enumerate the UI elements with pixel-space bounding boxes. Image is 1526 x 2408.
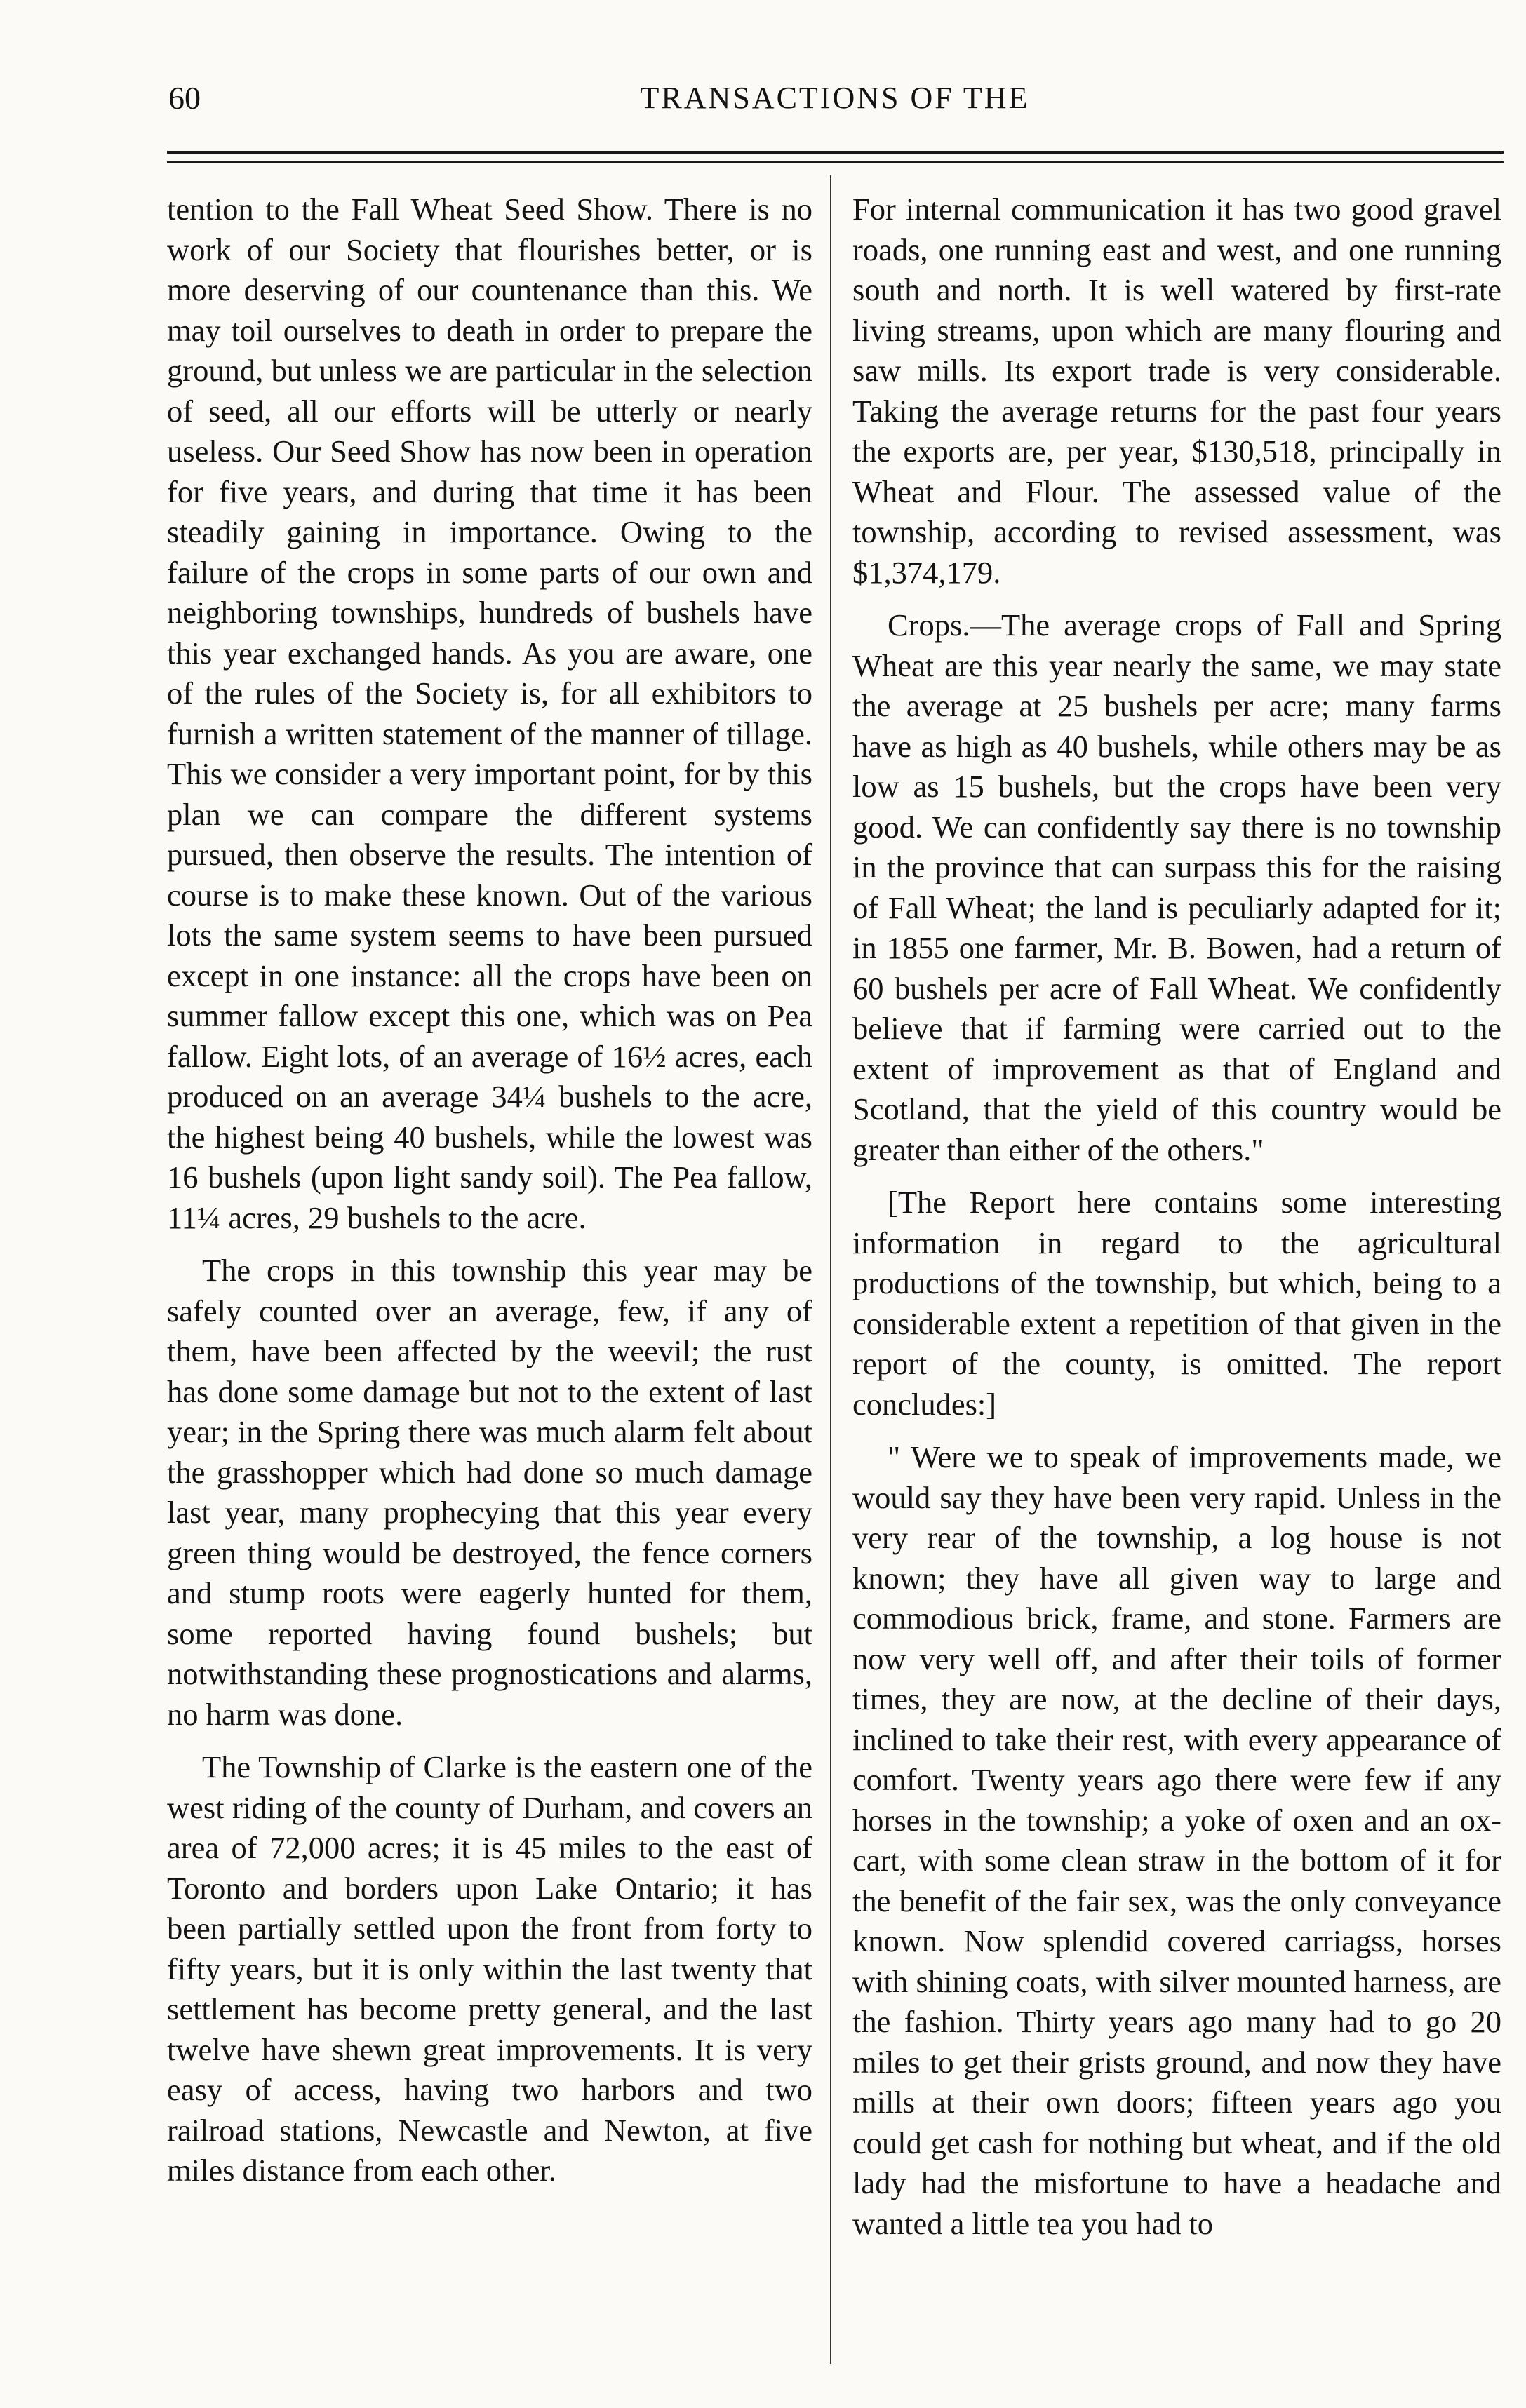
- paragraph-crops-section: Crops.—The average crops of Fall and Spring Wheat are this year nearly the same, we may state the average at 25 bushels per acre; many farms have as high as 40 bushels, while others may be as low as 15 bushels, but the crops have been very good. We can confidently say there is no township in the province that can surpass this for the raising of Fall Wheat; the land is peculiarly adapted for it; in 1855 one farmer, Mr. B. Bowen, had a return of 60 bushels per acre of Fall Wheat. We confidently believe that if farming were carried out to the extent of improvement as that of England and Scotland, that the yield of this country would be greater than either of the others.": [852, 607, 1501, 1167]
- header-rule-thick: [167, 151, 1504, 154]
- paragraph-crops-this-year: The crops in this township this year may be safely counted over an average, few, if any of them, have been affected by the weevil; the rust has done some damage but not to the extent of last year; in the Spring there was much alarm felt about the grasshopper which had done so much damage last year, many prophecying that this year every green thing would be destroyed, the fence corners and stump roots were eagerly hunted for them, some reported having found bushels; but notwithstanding these prognostications and alarms, no harm was done.: [167, 1253, 812, 1732]
- paragraph-editorial-note: [The Report here contains some interesting information in regard to the agricultural productions of the township, but which, being to a considerable extent a repetition of that given in the report of the county, is omitted. The report concludes:]: [852, 1185, 1501, 1422]
- page-header: [168, 77, 1501, 133]
- paragraph-township-of-clarke: The Township of Clarke is the eastern one of the west riding of the county of Durham, and covers an area of 72,000 acres; it is 45 miles to the east of Toronto and borders upon Lake Ontario; it has been partially settled upon the front from forty to fifty years, but it is only within the last twenty that settlement has become pretty general, and the last twelve have shewn great improvements. It is very easy of access, having two harbors and two railroad stations, Newcastle and Newton, at five miles distance from each other.: [167, 1749, 812, 2188]
- paragraph-seed-show: tention to the Fall Wheat Seed Show. There is no work of our Society that flourishes better, or is more deserving of our countenance than this. We may toil ourselves to death in order to prepare the ground, but unless we are particular in the selection of seed, all our efforts will be utterly or nearly useless. Our Seed Show has now been in operation for five years, and during that time it has been steadily gaining in importance. Owing to the failure of the crops in some parts of our own and neighboring townships, hundreds of bushels have this year exchanged hands. As you are aware, one of the rules of the Society is, for all exhibitors to furnish a written statement of the manner of tillage. This we consider a very important point, for by this plan we can compare the different systems pursued, then observe the results. The intention of course is to make these known. Out of the various lots the same system seems to have been pursued except in one instance: all the crops have been on summer fallow except this one, which was on Pea fallow. Eight lots, of an average of 16½ acres, each produced on an average 34¼ bushels to the acre, the highest being 40 bushels, while the lowest was 16 bushels (upon light sandy soil). The Pea fallow, 11¼ acres, 29 bushels to the acre.: [167, 191, 812, 1235]
- header-rule-thin: [167, 161, 1504, 163]
- paragraph-improvements: " Were we to speak of improvements made, we would say they have been very rapid. Unless in the very rear of the township, a log house is not known; they have all given way to large and commodious brick, frame, and stone. Farmers are now very well off, and after their toils of former times, they are now, at the decline of their days, inclined to take their rest, with every appearance of comfort. Twenty years ago there were few if any horses in the township; a yoke of oxen and an ox-cart, with some clean straw in the bottom of it for the benefit of the fair sex, was the only conveyance known. Now splendid covered carriagss, horses with shining coats, with silver mounted harness, are the fashion. Thirty years ago many had to go 20 miles to get their grists ground, and now they have mills at their own doors; fifteen years ago you could get cash for nothing but wheat, and if the old lady had the misfortune to have a headache and wanted a little tea you had to: [852, 1439, 1501, 2241]
- paragraph-internal-communication: For internal communication it has two good gravel roads, one running east and west, and one running south and north. It is well watered by first-rate living streams, upon which are many flouring and saw mills. Its export trade is very considerable. Taking the average returns for the past four years the exports are, per year, $130,518, principally in Wheat and Flour. The assessed value of the township, according to revised assessment, was $1,374,179.: [852, 191, 1501, 590]
- page-number: 60: [168, 80, 201, 116]
- column-divider: [830, 175, 831, 2364]
- right-column: [852, 189, 1501, 2364]
- left-column: [167, 189, 812, 2364]
- running-head: TRANSACTIONS OF THE: [640, 81, 1030, 115]
